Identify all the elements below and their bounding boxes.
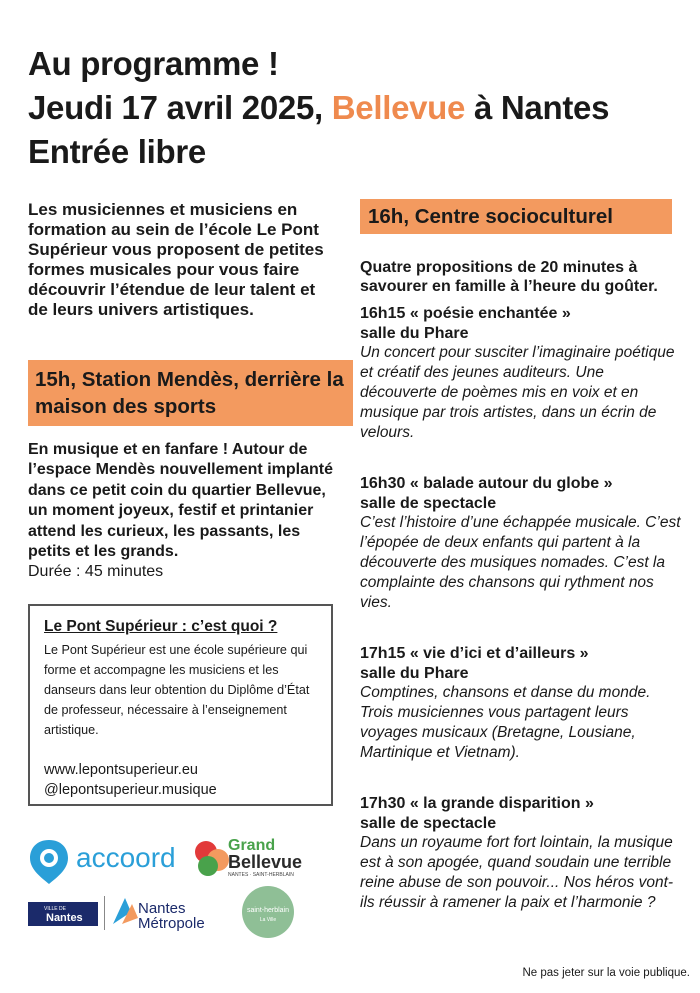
session-15h-duration: Durée : 45 minutes (28, 563, 164, 581)
pont-website-link[interactable]: www.lepontsuperieur.eu (44, 762, 198, 778)
pont-body: Le Pont Supérieur est une école supérieure qui forme et accompagne les musiciens et les danseurs dans leur obtention du Diplôme d’État de professeur, nécessaire à l’enseignement artistique. (44, 643, 310, 737)
nantes-metropole-logo (113, 898, 205, 932)
event-item (360, 644, 682, 763)
sh-text1: saint-herblain (246, 907, 290, 914)
metropole-line2: Métropole (138, 915, 205, 932)
metropole-line1: Nantes (138, 900, 186, 917)
title-line-1: Au programme ! (28, 45, 279, 82)
title-line-3: Entrée libre (28, 133, 206, 170)
session-15h-text: En musique et en fanfare ! Autour de l’espace Mendès nouvellement implanté dans ce petit coin du quartier Bellevue, un moment joyeux, festif et printanier attend les curieux, les passants, les petits et les grands. (28, 441, 333, 561)
session-15h-heading: 15h, Station Mendès, derrière la maison des sports (28, 360, 353, 426)
event-title: 16h15 « poésie enchantée » (360, 305, 571, 322)
event-title: 17h15 « vie d’ici et d’ailleurs » (360, 645, 589, 662)
page-header (28, 42, 688, 174)
intro-text: Les musiciennes et musiciens en formation au sein de l’école Le Pont Supérieur vous proposent de petites formes musicales pour vous faire découvrir l’étendue de leur talent et de leurs univers artistiques. (28, 200, 324, 319)
event-description: C’est l’histoire d’une échappée musicale. C’est l’épopée de deux enfants qui partent à la découverte des musiques nomades. C’est la complainte des chansons qui rythment nos vies. (360, 514, 681, 611)
title-date: Jeudi 17 avril 2025, (28, 89, 332, 126)
title-line-2 (28, 86, 688, 130)
event-description: Un concert pour susciter l’imaginaire poétique et créatif des jeunes auditeurs. Une découverte de poèmes mis en voix et en musique par trois artistes, dans un écrin de velours. (360, 344, 675, 441)
ville-de: VILLE DE (44, 906, 66, 912)
event-item (360, 304, 682, 443)
pont-title: Le Pont Supérieur : c’est quoi ? (44, 618, 278, 635)
event-item (360, 474, 682, 613)
gb-grand: Grand (228, 837, 276, 854)
session-16h-intro: Quatre propositions de 20 minutes à savourer en famille à l’heure du goûter. (360, 259, 658, 295)
event-item (360, 794, 682, 913)
gb-sub: NANTES · SAINT-HERBLAIN (228, 872, 294, 878)
event-description: Comptines, chansons et danse du monde. Trois musiciennes vous partagent leurs voyages musicaux (Bretagne, Lousiane, Martinique et Vietnam). (360, 684, 651, 761)
session-16h-heading: 16h, Centre socioculturel (360, 199, 672, 234)
event-room: salle de spectacle (360, 814, 497, 832)
session-15h-description (28, 440, 333, 583)
event-room: salle du Phare (360, 664, 469, 682)
footer-note: Ne pas jeter sur la voie publique. (522, 967, 690, 979)
event-room: salle de spectacle (360, 494, 497, 512)
pont-info-box (28, 604, 333, 806)
accoord-logo-text: accoord (76, 842, 176, 873)
partner-logos (28, 832, 328, 942)
event-title: 16h30 « balade autour du globe » (360, 475, 613, 492)
gb-bellevue: Bellevue (228, 852, 303, 872)
event-room: salle du Phare (360, 324, 469, 342)
grand-bellevue-logo (195, 837, 302, 878)
sh-text2: La Ville (259, 917, 277, 923)
event-title: 17h30 « la grande disparition » (360, 795, 594, 812)
ville-nantes-logo (28, 896, 105, 930)
title-bellevue: Bellevue (331, 89, 466, 126)
ville-nantes-text: Nantes (46, 912, 83, 924)
event-description: Dans un royaume fort fort lointain, la musique est à son apogée, quand soudain une terrible reine abuse de son pouvoir... Nos héros vont-ils réussir à ramener la paix et l’harmonie ? (360, 834, 674, 911)
pont-instagram-link[interactable]: @lepontsuperieur.musique (44, 782, 217, 798)
accoord-logo (30, 840, 176, 884)
saint-herblain-logo (242, 886, 294, 938)
title-city: à Nantes (465, 89, 610, 126)
